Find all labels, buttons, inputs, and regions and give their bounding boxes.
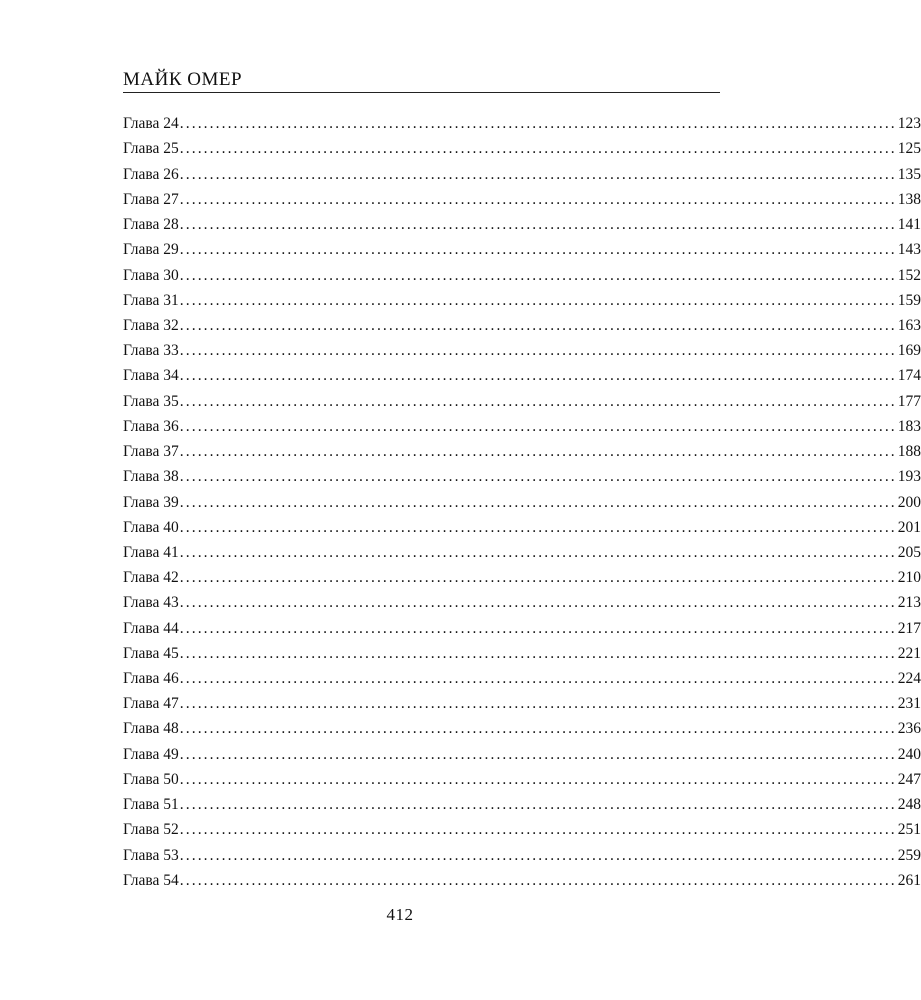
toc-entry-label: Глава 40 (123, 518, 179, 536)
toc-entry-page: 261 (897, 871, 921, 889)
toc-entry-label: Глава 25 (123, 140, 179, 158)
toc-dot-leader: ........................................................................................................................ (179, 266, 897, 284)
toc-entry (123, 839, 921, 864)
toc-entry-page: 259 (897, 846, 921, 864)
toc-dot-leader: ........................................................................................................................ (179, 670, 897, 688)
toc-entry-label: Глава 33 (123, 342, 179, 360)
toc-dot-leader: ........................................................................................................................ (179, 241, 897, 259)
toc-dot-leader: ........................................................................................................................ (179, 367, 897, 385)
toc-entry-label: Глава 45 (123, 644, 179, 662)
toc-entry-page: 193 (897, 468, 921, 486)
toc-entry-page: 125 (897, 140, 921, 158)
toc-entry-page: 236 (897, 720, 921, 738)
toc-entry-label: Глава 39 (123, 493, 179, 511)
toc-entry-label: Глава 26 (123, 165, 179, 183)
toc-entry-label: Глава 32 (123, 316, 179, 334)
toc-dot-leader: ........................................................................................................................ (179, 619, 897, 637)
toc-entry-page: 123 (897, 115, 921, 133)
toc-dot-leader: ........................................................................................................................ (179, 720, 897, 738)
toc-dot-leader: ........................................................................................................................ (179, 518, 897, 536)
toc-entry-page: 205 (897, 543, 921, 561)
toc-dot-leader: ........................................................................................................................ (179, 796, 897, 814)
toc-entry (123, 587, 921, 612)
toc-entry-label: Глава 35 (123, 392, 179, 410)
toc-dot-leader: ........................................................................................................................ (179, 543, 897, 561)
toc-entry-label: Глава 54 (123, 871, 179, 889)
table-of-contents (123, 108, 921, 890)
toc-entry (123, 259, 921, 284)
toc-entry (123, 385, 921, 410)
toc-entry (123, 764, 921, 789)
toc-dot-leader: ........................................................................................................................ (179, 821, 897, 839)
toc-entry (123, 335, 921, 360)
toc-entry-label: Глава 50 (123, 770, 179, 788)
toc-entry-label: Глава 29 (123, 241, 179, 259)
toc-dot-leader: ........................................................................................................................ (179, 216, 897, 234)
toc-dot-leader: ........................................................................................................................ (179, 468, 897, 486)
toc-dot-leader: ........................................................................................................................ (179, 392, 897, 410)
toc-entry-label: Глава 43 (123, 594, 179, 612)
toc-dot-leader: ........................................................................................................................ (179, 871, 897, 889)
toc-dot-leader: ........................................................................................................................ (179, 190, 897, 208)
toc-entry (123, 638, 921, 663)
toc-entry (123, 411, 921, 436)
toc-entry-label: Глава 44 (123, 619, 179, 637)
toc-dot-leader: ........................................................................................................................ (179, 770, 897, 788)
toc-entry (123, 512, 921, 537)
toc-entry-label: Глава 48 (123, 720, 179, 738)
toc-entry (123, 688, 921, 713)
toc-entry (123, 486, 921, 511)
toc-entry (123, 814, 921, 839)
toc-entry (123, 436, 921, 461)
toc-entry (123, 108, 921, 133)
toc-entry (123, 209, 921, 234)
toc-entry-label: Глава 34 (123, 367, 179, 385)
toc-entry-page: 247 (897, 770, 921, 788)
toc-entry-label: Глава 46 (123, 670, 179, 688)
toc-entry-label: Глава 47 (123, 695, 179, 713)
toc-dot-leader: ........................................................................................................................ (179, 140, 897, 158)
toc-entry (123, 360, 921, 385)
toc-entry-label: Глава 27 (123, 190, 179, 208)
toc-entry-label: Глава 30 (123, 266, 179, 284)
toc-entry-page: 251 (897, 821, 921, 839)
toc-entry-label: Глава 28 (123, 216, 179, 234)
toc-entry-page: 183 (897, 417, 921, 435)
toc-entry-label: Глава 41 (123, 543, 179, 561)
toc-entry-page: 231 (897, 695, 921, 713)
toc-entry-label: Глава 42 (123, 569, 179, 587)
toc-entry (123, 865, 921, 890)
toc-dot-leader: ........................................................................................................................ (179, 115, 897, 133)
toc-entry (123, 310, 921, 335)
toc-entry-page: 169 (897, 342, 921, 360)
toc-dot-leader: ........................................................................................................................ (179, 695, 897, 713)
toc-dot-leader: ........................................................................................................................ (179, 493, 897, 511)
toc-entry-page: 141 (897, 216, 921, 234)
toc-dot-leader: ........................................................................................................................ (179, 165, 897, 183)
toc-entry-page: 188 (897, 443, 921, 461)
toc-entry-label: Глава 53 (123, 846, 179, 864)
toc-entry-page: 224 (897, 670, 921, 688)
toc-dot-leader: ........................................................................................................................ (179, 594, 897, 612)
toc-entry-page: 217 (897, 619, 921, 637)
toc-entry-label: Глава 51 (123, 796, 179, 814)
toc-entry (123, 158, 921, 183)
toc-entry-page: 213 (897, 594, 921, 612)
toc-dot-leader: ........................................................................................................................ (179, 443, 897, 461)
toc-dot-leader: ........................................................................................................................ (179, 291, 897, 309)
toc-entry-label: Глава 37 (123, 443, 179, 461)
toc-entry (123, 789, 921, 814)
running-head-title: МАЙК ОМЕР (123, 69, 243, 90)
toc-entry-page: 177 (897, 392, 921, 410)
toc-entry-page: 143 (897, 241, 921, 259)
toc-entry-page: 152 (897, 266, 921, 284)
toc-entry-label: Глава 36 (123, 417, 179, 435)
toc-entry (123, 537, 921, 562)
running-head (123, 70, 720, 93)
toc-dot-leader: ........................................................................................................................ (179, 569, 897, 587)
toc-entry-page: 174 (897, 367, 921, 385)
toc-entry-page: 201 (897, 518, 921, 536)
toc-entry (123, 285, 921, 310)
toc-dot-leader: ........................................................................................................................ (179, 745, 897, 763)
toc-entry-page: 221 (897, 644, 921, 662)
toc-entry (123, 562, 921, 587)
toc-entry-page: 138 (897, 190, 921, 208)
toc-entry-page: 135 (897, 165, 921, 183)
toc-dot-leader: ........................................................................................................................ (179, 417, 897, 435)
toc-dot-leader: ........................................................................................................................ (179, 644, 897, 662)
toc-dot-leader: ........................................................................................................................ (179, 846, 897, 864)
toc-dot-leader: ........................................................................................................................ (179, 342, 897, 360)
toc-entry (123, 133, 921, 158)
toc-entry-label: Глава 38 (123, 468, 179, 486)
toc-entry (123, 738, 921, 763)
toc-entry-page: 200 (897, 493, 921, 511)
toc-entry-page: 159 (897, 291, 921, 309)
toc-entry-page: 240 (897, 745, 921, 763)
page-number: 412 (386, 905, 414, 924)
toc-entry (123, 612, 921, 637)
toc-entry (123, 234, 921, 259)
toc-entry-page: 210 (897, 569, 921, 587)
toc-entry (123, 713, 921, 738)
toc-entry (123, 461, 921, 486)
toc-entry-label: Глава 31 (123, 291, 179, 309)
toc-entry (123, 184, 921, 209)
toc-entry-page: 248 (897, 796, 921, 814)
toc-dot-leader: ........................................................................................................................ (179, 316, 897, 334)
toc-entry-label: Глава 52 (123, 821, 179, 839)
toc-entry-label: Глава 49 (123, 745, 179, 763)
toc-entry-page: 163 (897, 316, 921, 334)
toc-entry (123, 663, 921, 688)
toc-entry-label: Глава 24 (123, 115, 179, 133)
